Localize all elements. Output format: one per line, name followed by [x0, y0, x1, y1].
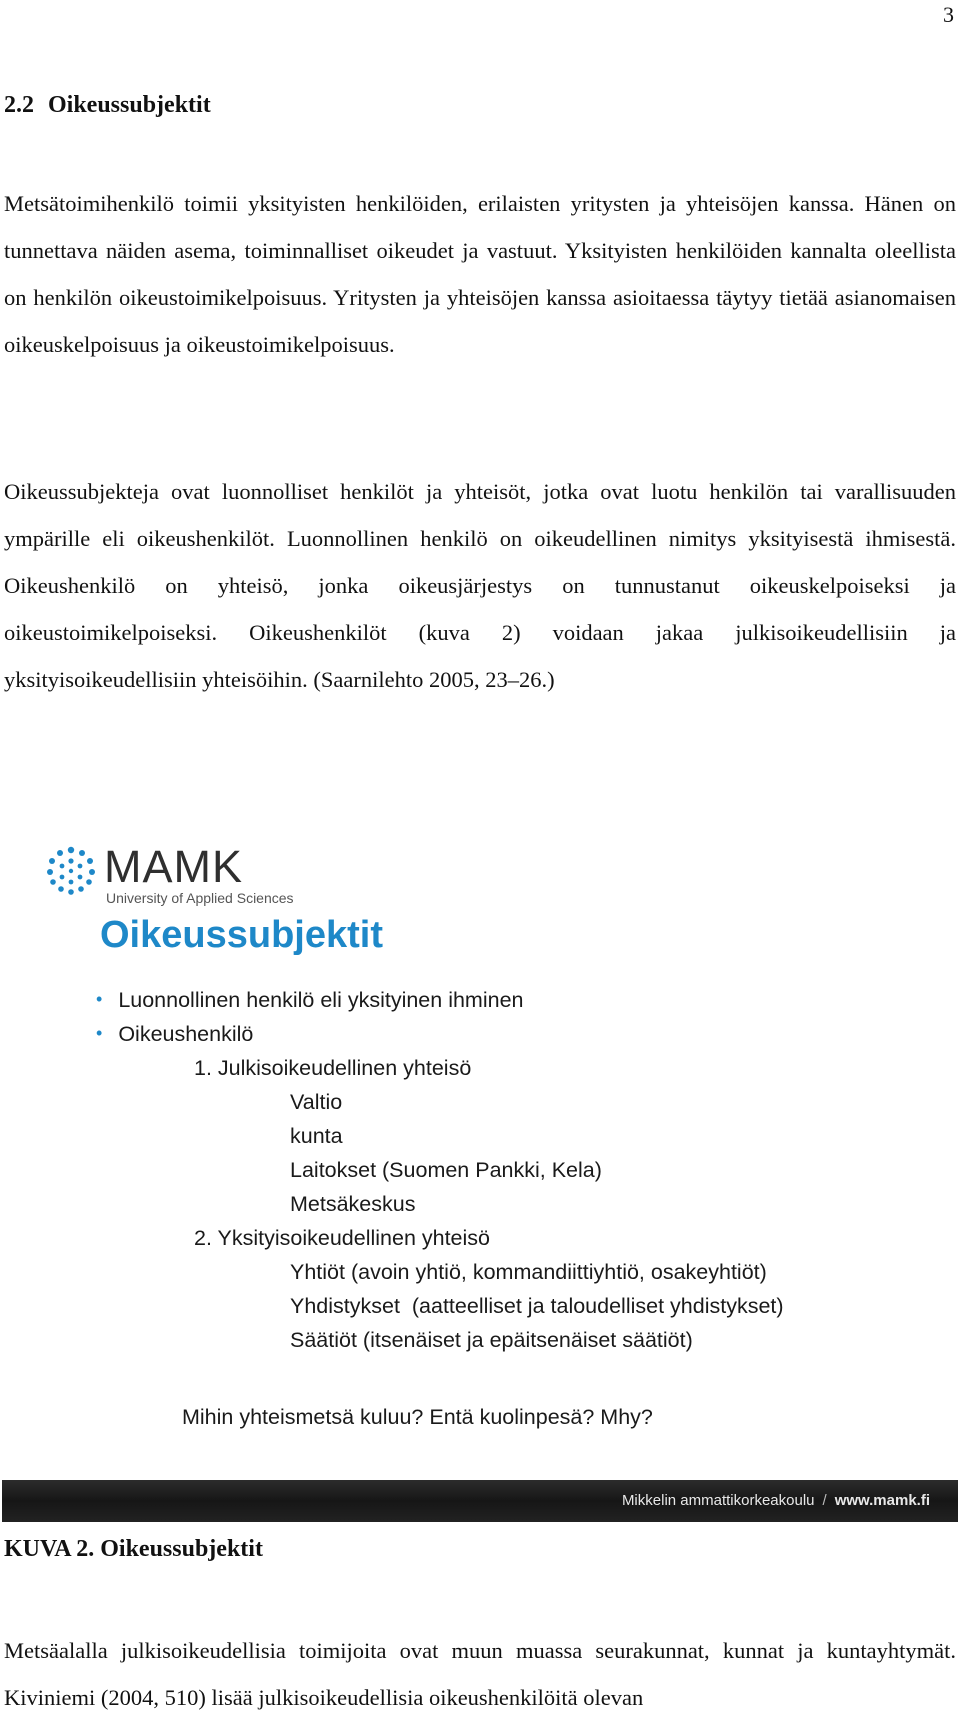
page-number: 3	[943, 2, 954, 27]
slide-footer-bar	[2, 1480, 958, 1522]
bullet-dot-icon: •	[96, 1023, 103, 1043]
logo-subtitle: University of Applied Sciences	[106, 890, 294, 906]
mamk-logo-icon	[44, 844, 98, 898]
public-item: Metsäkeskus	[290, 1192, 416, 1216]
paragraph-2: Oikeussubjekteja ovat luonnolliset henkilöt ja yhteisöt, jotka ovat luotu henkilön tai varallisuuden ympärille eli oikeushenkilöt. Luonnollinen henkilö on oikeudellinen nimitys yksityisestä ihmisestä. Oikeushenkilö on yhteisö, jonka oikeusjärjestys on tunnustanut oikeuskelpoiseksi ja oikeustoimikelpoiseksi. Oikeushenkilöt (kuva 2) voidaan jakaa julkisoikeudellisiin ja yksityisoikeudellisiin yhteisöihin. (Saarnilehto 2005, 23–26.)	[4, 479, 956, 692]
footer-url: www.mamk.fi	[834, 1492, 930, 1509]
bullet-natural-person: • Luonnollinen henkilö eli yksityinen ihminen	[96, 988, 524, 1012]
section-number: 2.2	[4, 92, 34, 118]
public-item: Laitokset (Suomen Pankki, Kela)	[290, 1158, 602, 1182]
private-item: Yhtiöt (avoin yhtiö, kommandiittiyhtiö, osakeyhtiöt)	[290, 1260, 767, 1284]
figure-slide	[0, 820, 960, 1522]
slide-question: Mihin yhteismetsä kuluu? Entä kuolinpesä? Mhy?	[182, 1405, 653, 1429]
section-title: Oikeussubjektit	[48, 92, 211, 118]
public-item: Valtio	[290, 1090, 343, 1114]
bullet-legal-person: • Oikeushenkilö	[96, 1022, 254, 1046]
private-entity-heading: 2. Yksityisoikeudellinen yhteisö	[194, 1226, 490, 1250]
mamk-logo	[44, 841, 344, 906]
private-item: Säätiöt (itsenäiset ja epäitsenäiset säätiöt)	[290, 1328, 693, 1352]
paragraph-1: Metsätoimihenkilö toimii yksityisten henkilöiden, erilaisten yritysten ja yhteisöjen kanssa. Hänen on tunnettava näiden asema, toiminnalliset oikeudet ja vastuut. Yksityisten henkilöiden kannalta oleellista on henkilön oikeustoimikelpoisuus. Yritysten ja yhteisöjen kanssa asioitaessa täytyy tietää asianomaisen oikeuskelpoisuus ja oikeustoimikelpoisuus.	[4, 191, 956, 357]
paragraph-3: Metsäalalla julkisoikeudellisia toimijoita ovat muun muassa seurakunnat, kunnat ja kuntayhtymät. Kiviniemi (2004, 510) lisää julkisoikeudellisia oikeushenkilöitä olevan	[4, 1638, 956, 1710]
public-entity-heading: 1. Julkisoikeudellinen yhteisö	[194, 1056, 472, 1080]
public-item: kunta	[290, 1124, 343, 1148]
slide-title: Oikeussubjektit	[100, 914, 383, 956]
figure-caption: KUVA 2. Oikeussubjektit	[4, 1536, 263, 1562]
private-item: Yhdistykset (aatteelliset ja taloudelliset yhdistykset)	[290, 1294, 784, 1318]
footer-separator: /	[822, 1492, 827, 1509]
slide-footer-text	[622, 1492, 930, 1509]
section-heading	[4, 92, 211, 119]
footer-school: Mikkelin ammattikorkeakoulu	[621, 1492, 815, 1509]
logo-text: MAMK	[104, 841, 243, 892]
bullet-dot-icon: •	[96, 989, 103, 1009]
